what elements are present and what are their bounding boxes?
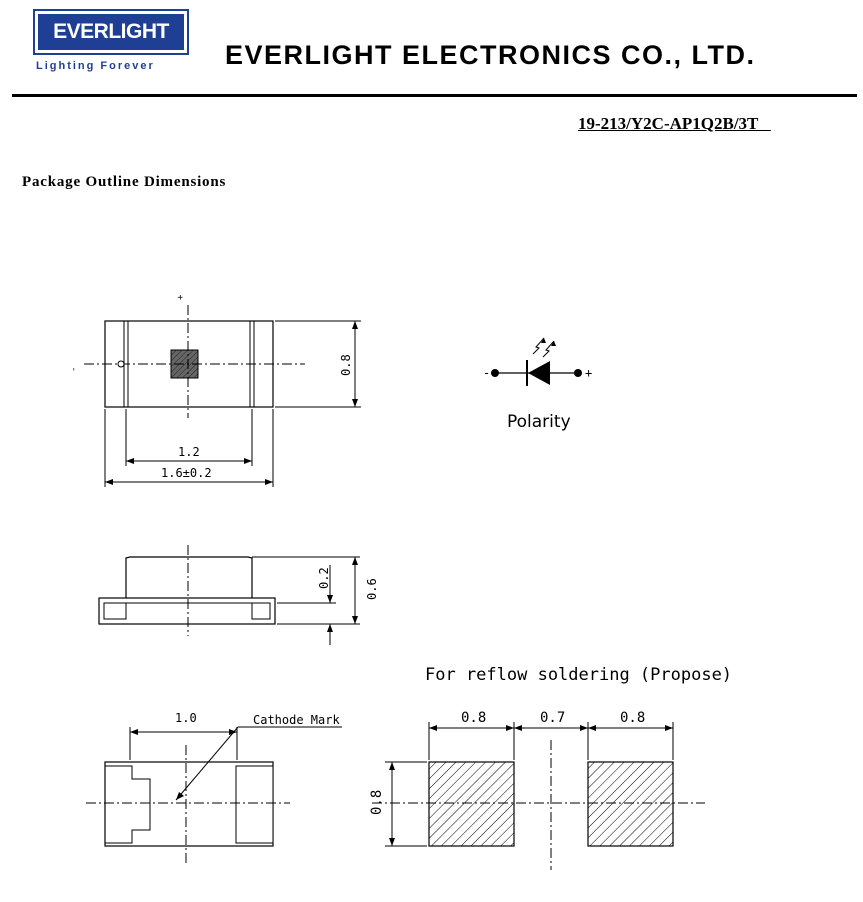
svg-text:+: + <box>176 294 186 300</box>
bottom-view <box>86 711 342 864</box>
polarity-label: Polarity <box>507 412 571 432</box>
side-small-dim: 0.2 <box>317 567 331 589</box>
side-total-dim: 0.6 <box>365 578 379 600</box>
pad-right <box>588 762 673 846</box>
polarity-minus: - <box>483 366 491 380</box>
cathode-mark-label: Cathode Mark <box>253 713 340 727</box>
section-title: Package Outline Dimensions <box>22 174 227 190</box>
inner-width-dim: 1.2 <box>178 445 200 459</box>
polarity-symbol <box>483 338 592 432</box>
reflow-title: For reflow soldering (Propose) <box>425 665 733 685</box>
pad-left <box>429 762 514 846</box>
pad-right-dim: 0.8 <box>620 710 646 726</box>
side-view <box>99 545 379 645</box>
overall-width-dim: 1.6±0.2 <box>161 466 212 480</box>
polarity-plus: + <box>585 366 593 380</box>
pad-left-dim: 0.8 <box>461 710 487 726</box>
reflow-pads <box>369 710 705 870</box>
part-number: 19-213/Y2C-AP1Q2B/3T <box>578 114 771 133</box>
top-height-dim: 0.8 <box>339 354 353 376</box>
bottom-width-dim: 1.0 <box>175 711 197 725</box>
company-name: EVERLIGHT ELECTRONICS CO., LTD. <box>225 40 756 70</box>
pad-gap-dim: 0.7 <box>540 710 566 726</box>
logo-tagline: Lighting Forever <box>36 60 155 72</box>
pad-height-dim: 0.8 <box>369 789 385 815</box>
logo-text: EVERLIGHT <box>53 20 169 43</box>
svg-text:-: - <box>69 366 79 372</box>
top-view <box>69 294 361 487</box>
